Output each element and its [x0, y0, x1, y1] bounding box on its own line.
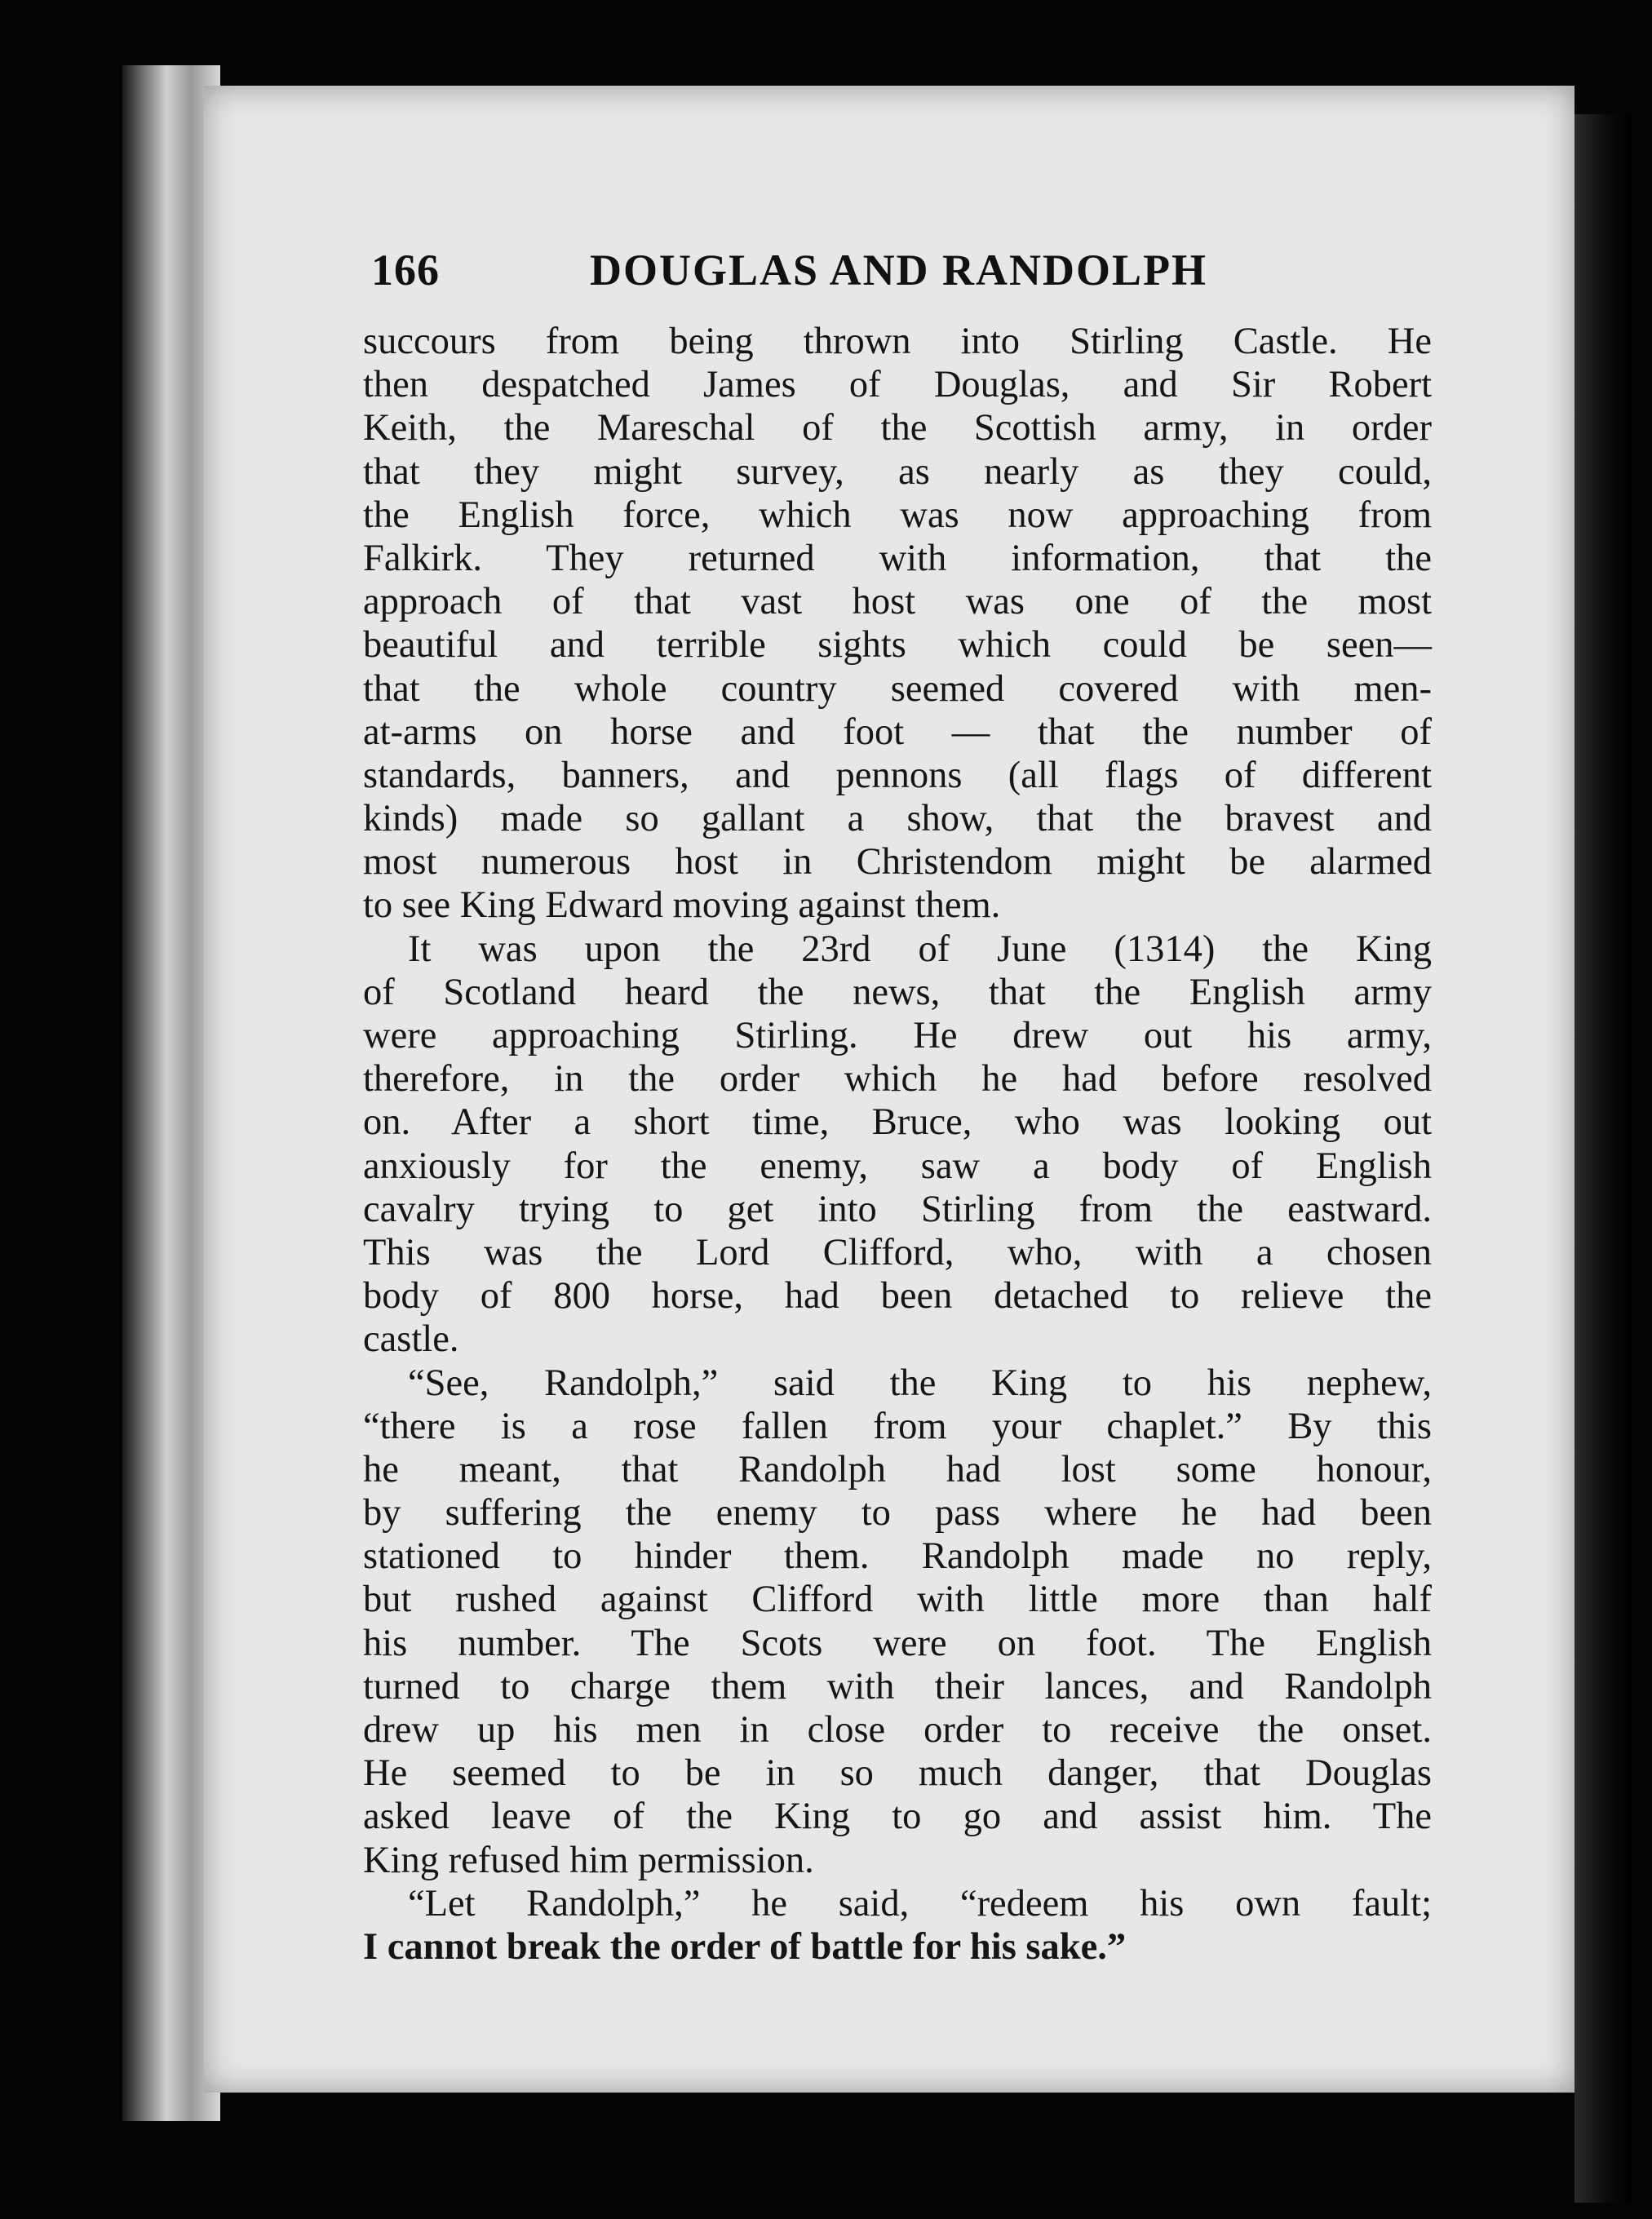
text-line: anxiously for the enemy, saw a body of English	[363, 1145, 1432, 1187]
text-line: on. After a short time, Bruce, who was looking out	[363, 1101, 1432, 1144]
text-line: body of 800 horse, had been detached to relieve the	[363, 1275, 1432, 1318]
text-line: He seemed to be in so much danger, that Douglas	[363, 1752, 1432, 1795]
text-line: that they might survey, as nearly as they could,	[363, 450, 1432, 493]
text-line: were approaching Stirling. He drew out his army,	[363, 1015, 1432, 1056]
paragraph	[363, 1362, 1432, 1882]
text-line: asked leave of the King to go and assist him. The	[363, 1796, 1432, 1838]
text-line: “Let Randolph,” he said, “redeem his own fault;	[408, 1882, 1432, 1924]
text-line: Falkirk. They returned with information, that the	[363, 537, 1432, 579]
text-line: the English force, which was now approaching from	[363, 494, 1432, 536]
text-line: beautiful and terrible sights which could be seen—	[363, 624, 1432, 667]
paragraph	[363, 1882, 1432, 1969]
text-line: cavalry trying to get into Stirling from the eastward.	[363, 1188, 1432, 1230]
text-line: to see King Edward moving against them.	[363, 884, 1001, 927]
text-line: most numerous host in Christendom might be alarmed	[363, 841, 1432, 884]
text-line: “there is a rose fallen from your chaplet.” By this	[363, 1405, 1432, 1447]
text-line: that the whole country seemed covered with men-	[363, 667, 1432, 710]
running-title: DOUGLAS AND RANDOLPH	[590, 246, 1208, 295]
text-line: stationed to hinder them. Randolph made no reply,	[363, 1535, 1432, 1578]
text-line: This was the Lord Clifford, who, with a chosen	[363, 1231, 1432, 1273]
text-line: succours from being thrown into Stirling Castle. He	[363, 321, 1432, 362]
paragraph	[363, 928, 1432, 1362]
page-number: 166	[371, 246, 440, 295]
text-line: approach of that vast host was one of the most	[363, 581, 1432, 623]
text-line: at-arms on horse and foot — that the number of	[363, 711, 1432, 753]
text-line: I cannot break the order of battle for his sake.”	[363, 1925, 1127, 1968]
text-line: by suffering the enemy to pass where he had been	[363, 1492, 1432, 1535]
text-line: of Scotland heard the news, that the English army	[363, 971, 1432, 1013]
text-line: castle.	[363, 1318, 459, 1361]
text-line: “See, Randolph,” said the King to his nephew,	[408, 1362, 1432, 1404]
text-line: It was upon the 23rd of June (1314) the King	[408, 928, 1432, 970]
text-line: his number. The Scots were on foot. The English	[363, 1622, 1432, 1664]
page-header	[371, 245, 1432, 310]
text-line: standards, banners, and pennons (all flags of different	[363, 754, 1432, 796]
text-line: but rushed against Clifford with little more than half	[363, 1579, 1432, 1621]
text-line: Keith, the Mareschal of the Scottish army, in order	[363, 407, 1432, 450]
book-right-edge	[1574, 114, 1632, 2203]
body-text	[363, 320, 1432, 1969]
text-line: King refused him permission.	[363, 1839, 814, 1881]
text-line: kinds) made so gallant a show, that the bravest and	[363, 798, 1432, 840]
text-line: then despatched James of Douglas, and Sir Robert	[363, 364, 1432, 406]
text-line: turned to charge them with their lances, and Randolph	[363, 1665, 1432, 1707]
paragraph	[363, 320, 1432, 928]
text-line: drew up his men in close order to receive the onset.	[363, 1709, 1432, 1751]
text-line: he meant, that Randolph had lost some honour,	[363, 1448, 1432, 1490]
text-line: therefore, in the order which he had before resolved	[363, 1058, 1432, 1101]
